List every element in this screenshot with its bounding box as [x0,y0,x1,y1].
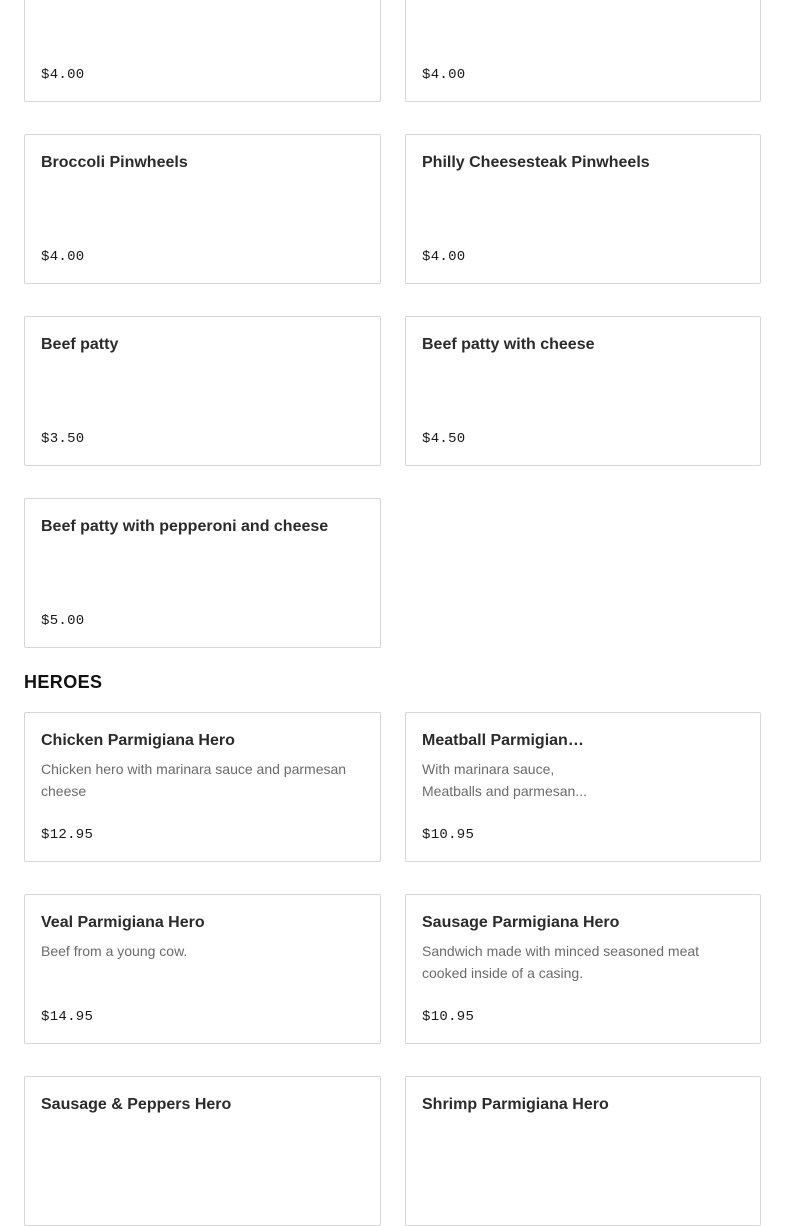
item-name: Meatball Parmigiana... [422,732,590,749]
menu-item-card[interactable] [24,0,381,102]
item-name: Philly Cheesesteak Pinwheels [422,154,650,171]
item-price: $12.95 [41,827,94,843]
menu-item-card[interactable] [24,134,381,284]
item-price: $14.95 [41,1009,94,1025]
menu-item-card[interactable] [405,316,761,466]
item-price: $10.95 [422,827,475,843]
item-price: $4.50 [422,431,466,447]
item-name: Sausage & Peppers Hero [41,1096,232,1113]
item-name: Broccoli Pinwheels [41,154,188,171]
item-price: $10.95 [422,1009,475,1025]
menu-item-card[interactable] [405,134,761,284]
item-name: Shrimp Parmigiana Hero [422,1096,609,1113]
menu-item-card[interactable] [405,0,761,102]
item-name: Veal Parmigiana Hero [41,914,205,931]
item-name: Beef patty with pepperoni and cheese [41,518,329,535]
menu-item-card[interactable] [24,712,381,862]
item-description: Sandwich made with minced seasoned meat cooked inside of a casing. [422,943,700,981]
item-price: $3.50 [41,431,85,447]
item-price: $4.00 [41,249,85,265]
menu-item-card[interactable] [24,498,381,648]
item-name: Beef patty [41,336,119,353]
menu-item-card[interactable] [24,1076,381,1226]
item-price: $4.00 [422,67,466,83]
item-price: $5.00 [41,613,85,629]
item-description: Beef from a young cow. [41,943,188,959]
item-name: Sausage Parmigiana Hero [422,914,620,931]
item-price: $4.00 [41,67,85,83]
section-title-heroes: HEROES [24,672,103,692]
menu-item-card[interactable] [405,712,761,862]
item-name: Beef patty with cheese [422,336,595,353]
menu-item-card[interactable] [405,894,761,1044]
menu-item-card[interactable] [24,894,381,1044]
item-description: With marinara sauce, Meatballs and parmesan... [422,761,587,799]
item-description: Chicken hero with marinara sauce and parmesan cheese [41,761,347,799]
menu-item-card[interactable] [405,1076,761,1226]
item-name: Chicken Parmigiana Hero [41,732,235,749]
item-price: $4.00 [422,249,466,265]
menu-item-card[interactable] [24,316,381,466]
